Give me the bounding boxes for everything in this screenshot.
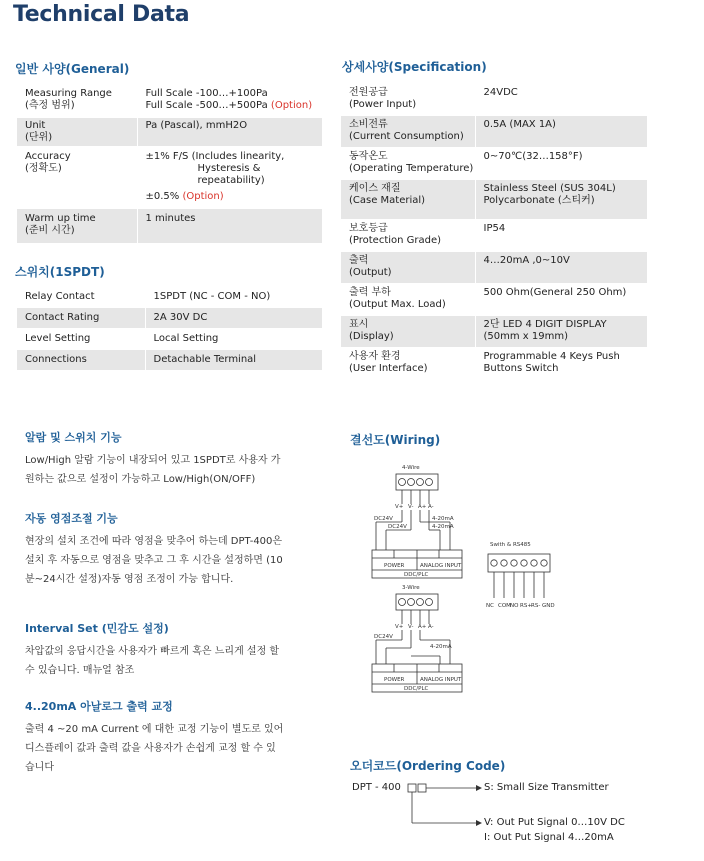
feature-auto-zero: [25, 510, 320, 589]
specification-label: 케이스 재질 (Case Material): [341, 180, 475, 220]
switch-heading: 스위치(1SPDT): [15, 265, 105, 279]
wire-3-title: 3-Wire: [402, 585, 420, 591]
specification-label: 표시 (Display): [341, 316, 475, 348]
general-row: [17, 209, 322, 244]
wire-4-dc24v-left: DC24V: [374, 516, 393, 522]
specification-row: [341, 116, 647, 148]
specification-label: 보호등급 (Protection Grade): [341, 220, 475, 252]
switch-value: 2A 30V DC: [145, 308, 322, 329]
wire-3-aplus: A+: [418, 624, 427, 630]
wire-4-vplus: V+: [395, 504, 404, 510]
specification-label: 소비전류 (Current Consumption): [341, 116, 475, 148]
general-label: Measuring Range (측정 범위): [17, 84, 137, 118]
wiring-heading: 결선도(Wiring): [350, 433, 441, 447]
wire-3-vminus: V-: [408, 624, 414, 630]
specification-row: [341, 220, 647, 252]
specification-row: [341, 348, 647, 380]
wiring-diagram: [358, 458, 558, 693]
general-row: [17, 84, 322, 118]
general-label: Warm up time (준비 시간): [17, 209, 137, 244]
ordering-heading: 오더코드(Ordering Code): [350, 759, 506, 773]
general-heading: 일반 사양(General): [15, 62, 130, 76]
general-row: [17, 118, 322, 147]
specification-value: IP54: [475, 220, 647, 252]
specification-value: Stainless Steel (SUS 304L) Polycarbonate (스티커): [475, 180, 647, 220]
wire-4-aplus: A+: [418, 504, 427, 510]
wire-3-power: POWER: [384, 677, 405, 683]
general-table: [17, 84, 322, 244]
order-option-s: S: Small Size Transmitter: [484, 782, 609, 793]
general-value: ±1% F/S (Includes linearity, Hysteresis & repeatability) ±0.5% (Option): [137, 147, 322, 209]
specification-label: 출력 부하 (Output Max. Load): [341, 284, 475, 316]
ordering-code: [352, 780, 692, 850]
switch-label: Connections: [17, 350, 145, 371]
switch-row: [17, 350, 322, 371]
specification-table: [341, 84, 647, 380]
general-value: Pa (Pascal), mmH2O: [137, 118, 322, 147]
wire-4-ma-top: 4-20mA: [432, 516, 454, 522]
order-code-boxes: [406, 783, 486, 833]
general-label: Unit (단위): [17, 118, 137, 147]
feature-alarm: [25, 429, 320, 489]
terminal-rs-minus: RS-: [531, 603, 541, 609]
specification-value: 24VDC: [475, 84, 647, 116]
specification-row: [341, 252, 647, 284]
wire-4-dc24v-right: DC24V: [388, 524, 407, 530]
feature-title: 4..20mA 아날로그 출력 교정: [25, 700, 173, 713]
specification-value: 0~70℃(32…158°F): [475, 148, 647, 180]
feature-title: Interval Set (민감도 설정): [25, 622, 169, 635]
wire-3-ddc: DDC/PLC: [404, 686, 429, 692]
general-label: Accuracy (정확도): [17, 147, 137, 209]
general-row: [17, 147, 322, 209]
specification-label: 출력 (Output): [341, 252, 475, 284]
specification-value: Programmable 4 Keys Push Buttons Switch: [475, 348, 647, 380]
wire-4-power: POWER: [384, 563, 405, 569]
specification-heading: 상세사양(Specification): [342, 60, 487, 74]
feature-text: 현장의 설치 조건에 따라 영점을 맞추어 하는데 DPT-400은 설치 후 자동으로 영점을 맞추고 그 후 시간을 설정하면 (10 분~24시간 설정)자동 영점 조정이 가능 합니다.: [25, 536, 283, 585]
switch-row: [17, 308, 322, 329]
wire-4-ma-mid: 4-20mA: [432, 524, 454, 530]
feature-interval-set: [25, 620, 320, 680]
terminal-nc: NC: [486, 603, 494, 609]
terminal-com: COM: [498, 603, 511, 609]
page-title: Technical Data: [13, 2, 190, 27]
specification-row: [341, 180, 647, 220]
switch-value: Local Setting: [145, 329, 322, 350]
specification-row: [341, 316, 647, 348]
feature-text: 출력 4 ~20 mA Current 에 대한 교정 기능이 별도로 있어 디스플레이 값과 출력 값을 사용자가 손쉽게 교정 할 수 있 습니다: [25, 724, 284, 773]
switch-rs485-title: Swith & RS485: [490, 542, 531, 548]
specification-row: [341, 84, 647, 116]
specification-label: 동작온도 (Operating Temperature): [341, 148, 475, 180]
general-value: 1 minutes: [137, 209, 322, 244]
order-option-i: I: Out Put Signal 4…20mA: [484, 832, 614, 843]
order-option-v: V: Out Put Signal 0…10V DC: [484, 817, 625, 828]
wire-4-vminus: V-: [408, 504, 414, 510]
switch-label: Level Setting: [17, 329, 145, 350]
wire-4-analog: ANALOG INPUT: [420, 563, 462, 569]
switch-table: [17, 287, 322, 371]
specification-row: [341, 148, 647, 180]
switch-label: Relay Contact: [17, 287, 145, 308]
specification-value: 4…20mA ,0~10V: [475, 252, 647, 284]
specification-value: 2단 LED 4 DIGIT DISPLAY (50mm x 19mm): [475, 316, 647, 348]
specification-row: [341, 284, 647, 316]
option-note: (Option): [182, 191, 224, 202]
specification-label: 사용자 환경 (User Interface): [341, 348, 475, 380]
general-value: Full Scale -100…+100Pa Full Scale -500…+500Pa (Option): [137, 84, 322, 118]
feature-title: 자동 영점조절 기능: [25, 512, 118, 525]
wire-3-vplus: V+: [395, 624, 404, 630]
feature-title: 알람 및 스위치 기능: [25, 431, 122, 444]
feature-text: 차압값의 응답시간을 사용자가 빠르게 혹은 느리게 설정 할 수 있습니다. 매뉴얼 참조: [25, 646, 280, 676]
wire-3-dc24v: DC24V: [374, 634, 393, 640]
feature-analog-calibration: [25, 698, 320, 777]
wire-4-ddc: DDC/PLC: [404, 572, 429, 578]
specification-label: 전원공급 (Power Input): [341, 84, 475, 116]
wire-3-analog: ANALOG INPUT: [420, 677, 462, 683]
option-note: (Option): [270, 100, 313, 111]
wire-3-aminus: A-: [428, 624, 434, 630]
order-model: DPT - 400: [352, 782, 401, 793]
switch-label: Contact Rating: [17, 308, 145, 329]
switch-row: [17, 287, 322, 308]
wire-4-title: 4-Wire: [402, 465, 420, 471]
specification-value: 500 Ohm(General 250 Ohm): [475, 284, 647, 316]
terminal-gnd: GND: [542, 603, 555, 609]
feature-text: Low/High 알람 기능이 내장되어 있고 1SPDT로 사용자 가 원하는 값으로 설정이 가능하고 Low/High(ON/OFF): [25, 455, 281, 485]
terminal-rs-plus: RS+: [520, 603, 532, 609]
terminal-no: NO: [510, 603, 519, 609]
switch-value: 1SPDT (NC - COM - NO): [145, 287, 322, 308]
wire-3-ma: 4-20mA: [430, 644, 452, 650]
switch-row: [17, 329, 322, 350]
specification-value: 0.5A (MAX 1A): [475, 116, 647, 148]
wire-4-aminus: A-: [428, 504, 434, 510]
switch-value: Detachable Terminal: [145, 350, 322, 371]
